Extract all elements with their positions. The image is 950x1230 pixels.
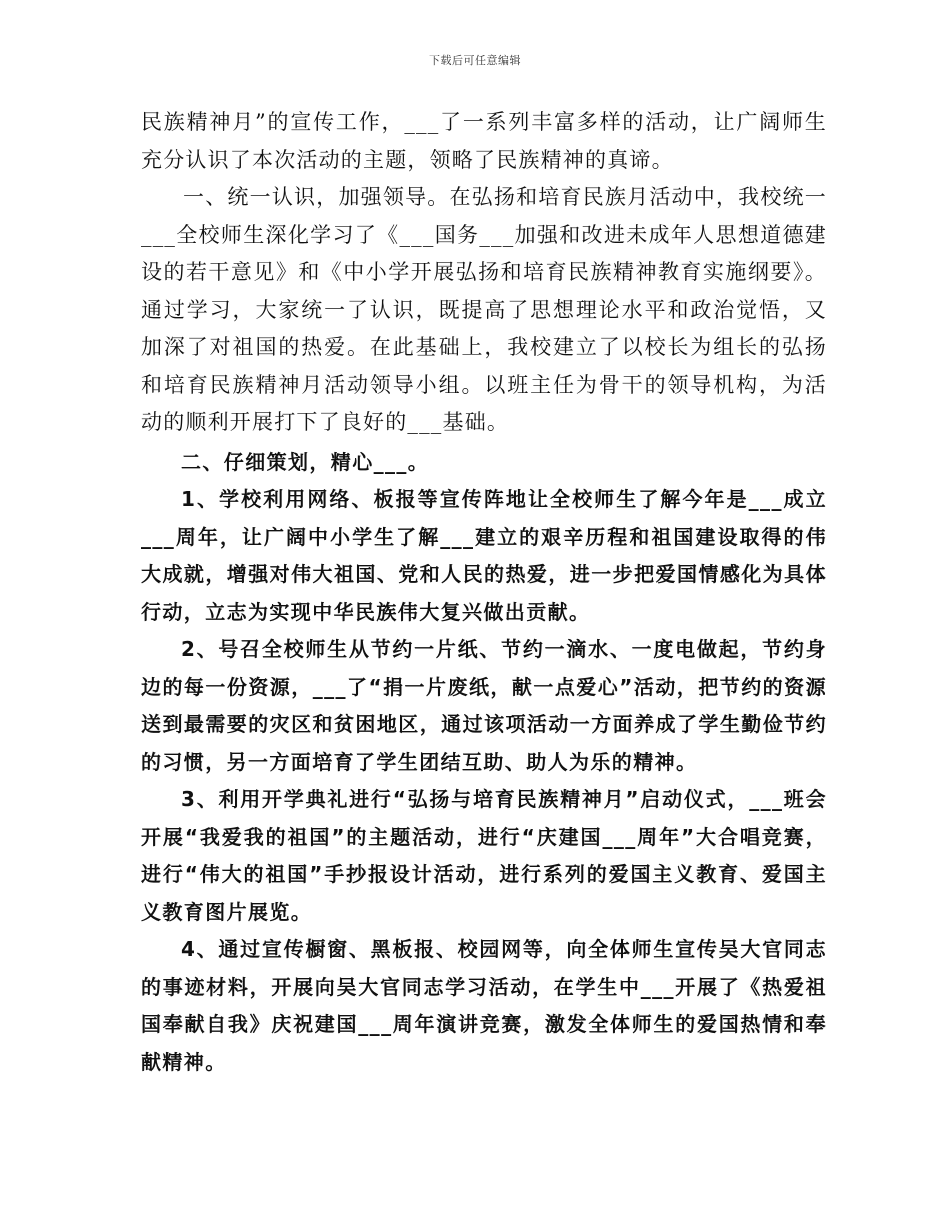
document-body <box>141 104 827 1081</box>
paragraph-intro: 民族精神月”的宣传工作，___了一系列丰富多样的活动，让广阔师生充分认识了本次活动的主题，领略了民族精神的真谛。 <box>141 110 827 172</box>
paragraph-item-4: 4、通过宣传橱窗、黑板报、校园网等，向全体师生宣传吴大官同志的事迹材料，开展向吴大官同志学习活动，在学生中___开展了《热爱祖国奉献自我》庆祝建国___周年演讲竞赛，激发全体师生的爱国热情和奉献精神。 <box>141 937 827 1074</box>
header-note: 下载后可任意编辑 <box>429 54 521 67</box>
paragraph-item-2: 2、号召全校师生从节约一片纸、节约一滴水、一度电做起，节约身边的每一份资源，___了“捐一片废纸，献一点爱心”活动，把节约的资源送到最需要的灾区和贫困地区，通过该项活动一方面养成了学生勤俭节约的习惯，另一方面培育了学生团结互助、助人为乐的精神。 <box>141 637 827 774</box>
paragraph-section-one: 一、统一认识，加强领导。在弘扬和培育民族月活动中，我校统一___全校师生深化学习了《___国务___加强和改进未成年人思想道德建设的若干意见》和《中小学开展弘扬和培育民族精神教育实施纲要》。通过学习，大家统一了认识，既提高了思想理论水平和政治觉悟，又加深了对祖国的热爱。在此基础上，我校建立了以校长为组长的弘扬和培育民族精神月活动领导小组。以班主任为骨干的领导机构，为活动的顺利开展打下了良好的___基础。 <box>141 185 827 434</box>
paragraph-item-1: 1、学校利用网络、板报等宣传阵地让全校师生了解今年是___成立___周年，让广阔中小学生了解___建立的艰辛历程和祖国建设取得的伟大成就，增强对伟大祖国、党和人民的热爱，进一步把爱国情感化为具体行动，立志为实现中华民族伟大复兴做出贡献。 <box>141 487 827 624</box>
section-two-heading: 二、仔细策划，精心___。 <box>181 449 430 474</box>
paragraph-item-3: 3、利用开学典礼进行“弘扬与培育民族精神月”启动仪式，___班会开展“我爱我的祖国”的主题活动，进行“庆建国___周年”大合唱竞赛，进行“伟大的祖国”手抄报设计活动，进行系列的爱国主义教育、爱国主义教育图片展览。 <box>141 787 827 924</box>
